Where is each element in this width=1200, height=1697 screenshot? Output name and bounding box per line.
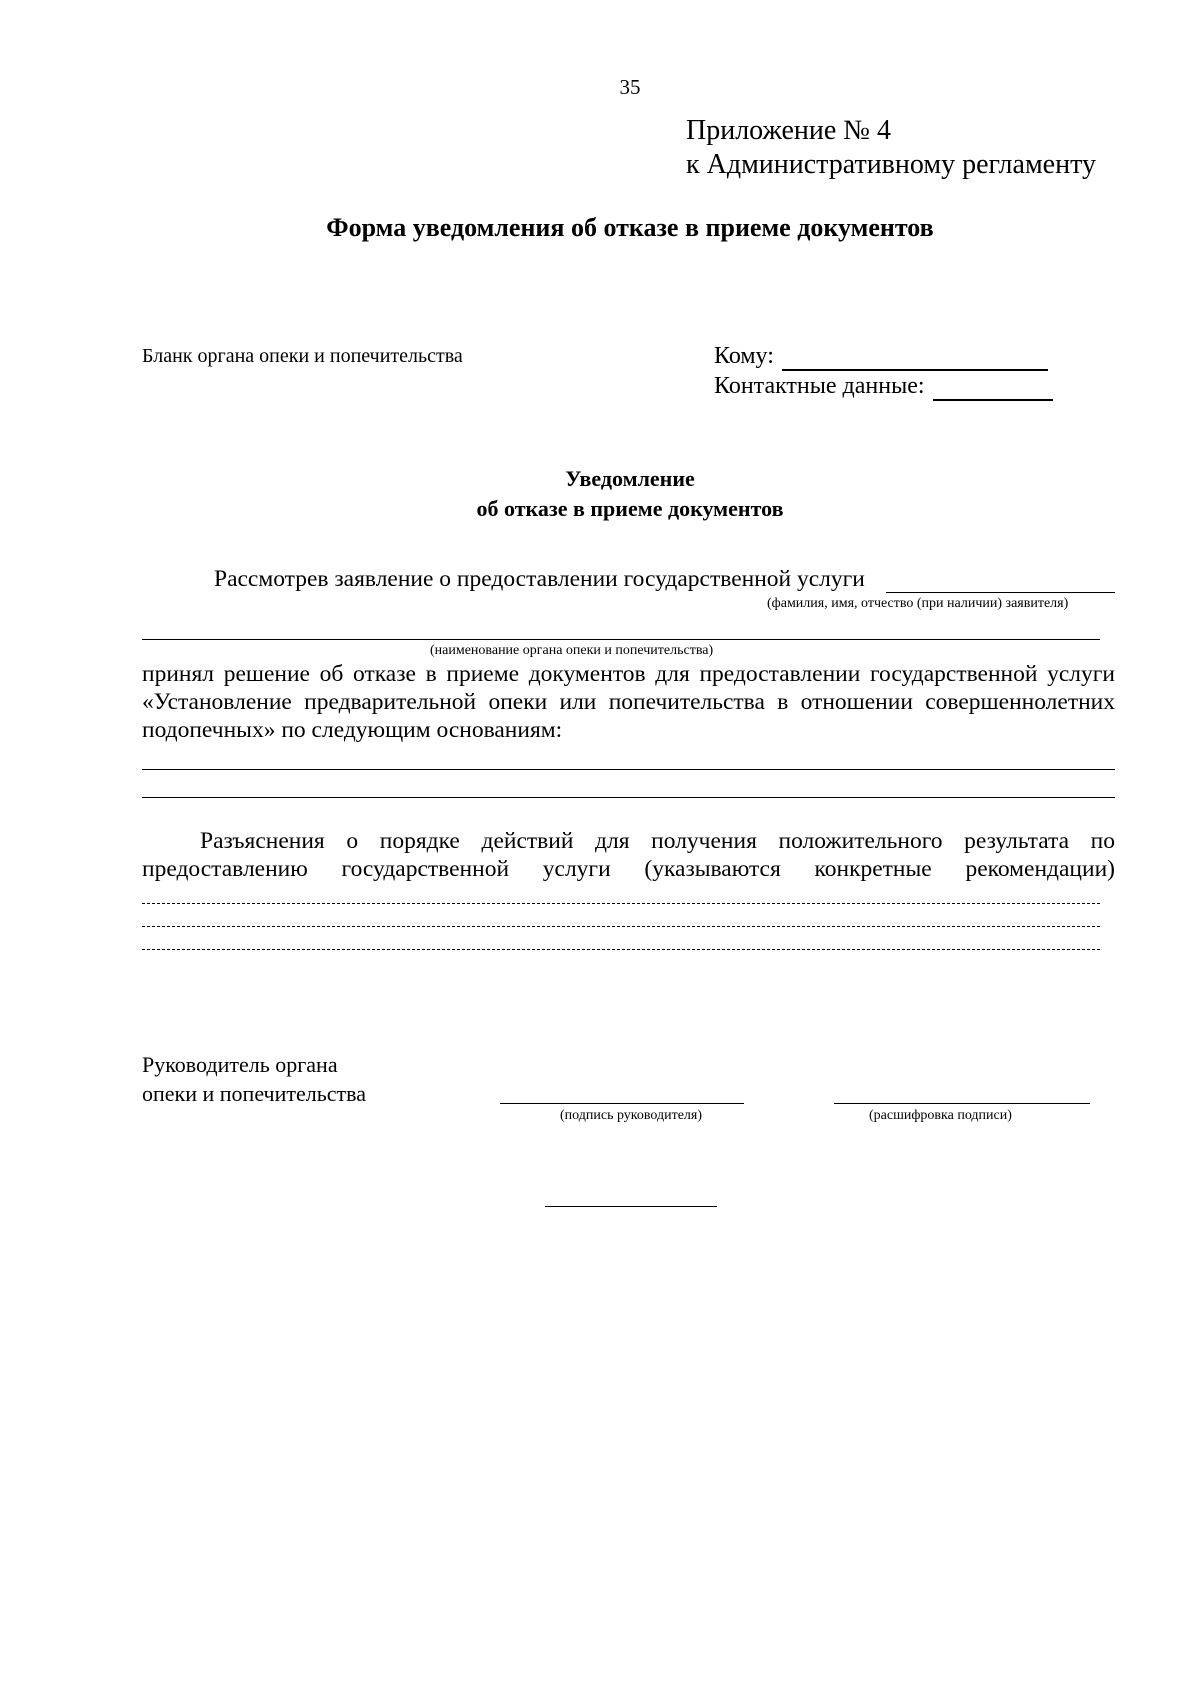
explanation-line-1: Разъяснения о порядке действий для получения положительного результата по (200, 828, 1115, 854)
page-number: 35 (619, 75, 641, 99)
blank-label: Бланк органа опеки и попечительства (142, 345, 463, 367)
notice-title-line2: об отказе в приеме документов (476, 496, 784, 521)
decision-line-3: подопечных» по следующим основаниям: (142, 717, 563, 743)
recipient-to-field[interactable] (782, 347, 1048, 371)
considered-text: Рассмотрев заявление о предоставлении государственной услуги (214, 566, 865, 592)
recipient-contacts-field[interactable] (933, 377, 1053, 401)
authority-name-field[interactable] (142, 639, 1100, 640)
recommendations-field-1[interactable] (142, 903, 1100, 904)
appendix-number: Приложение № 4 (686, 115, 891, 146)
recipient-to-label: Кому: (714, 343, 774, 369)
signature-caption: (подпись руководителя) (560, 1108, 703, 1123)
recommendations-field-2[interactable] (142, 926, 1100, 927)
recipient-block (714, 341, 1053, 401)
bottom-separator (545, 1206, 717, 1207)
signature-field[interactable] (500, 1103, 744, 1104)
decoding-caption: (расшифровка подписи) (869, 1108, 1012, 1123)
recipient-to-row (714, 341, 1053, 371)
recipient-contacts-label: Контактные данные: (714, 373, 925, 399)
signer-line-1: Руководитель органа (142, 1052, 338, 1077)
appendix-header (686, 114, 1096, 182)
signer-line-2: опеки и попечительства (142, 1081, 367, 1106)
appendix-reference: к Административному регламенту (686, 149, 1096, 180)
recipient-contacts-row (714, 371, 1053, 401)
decision-line-2: «Установление предварительной опеки или попечительства в отношении совершеннолетних (142, 689, 1115, 715)
authority-caption: (наименование органа опеки и попечительства) (430, 643, 714, 658)
signer-block (142, 1050, 366, 1108)
form-title: Форма уведомления об отказе в приеме документов (326, 213, 934, 242)
grounds-field-1[interactable] (142, 769, 1115, 770)
explanation-line-2: предоставлению государственной услуги (указываются конкретные рекомендации) (142, 856, 1115, 882)
notice-title (0, 464, 1200, 524)
applicant-name-field[interactable] (886, 592, 1115, 593)
grounds-field-2[interactable] (142, 797, 1115, 798)
recommendations-field-3[interactable] (142, 949, 1100, 950)
signature-decoding-field[interactable] (834, 1103, 1090, 1104)
notice-title-line1: Уведомление (565, 466, 695, 491)
applicant-caption: (фамилия, имя, отчество (при наличии) заявителя) (767, 596, 1069, 611)
decision-line-1: принял решение об отказе в приеме документов для предоставлении государственной услуги (142, 661, 1115, 687)
